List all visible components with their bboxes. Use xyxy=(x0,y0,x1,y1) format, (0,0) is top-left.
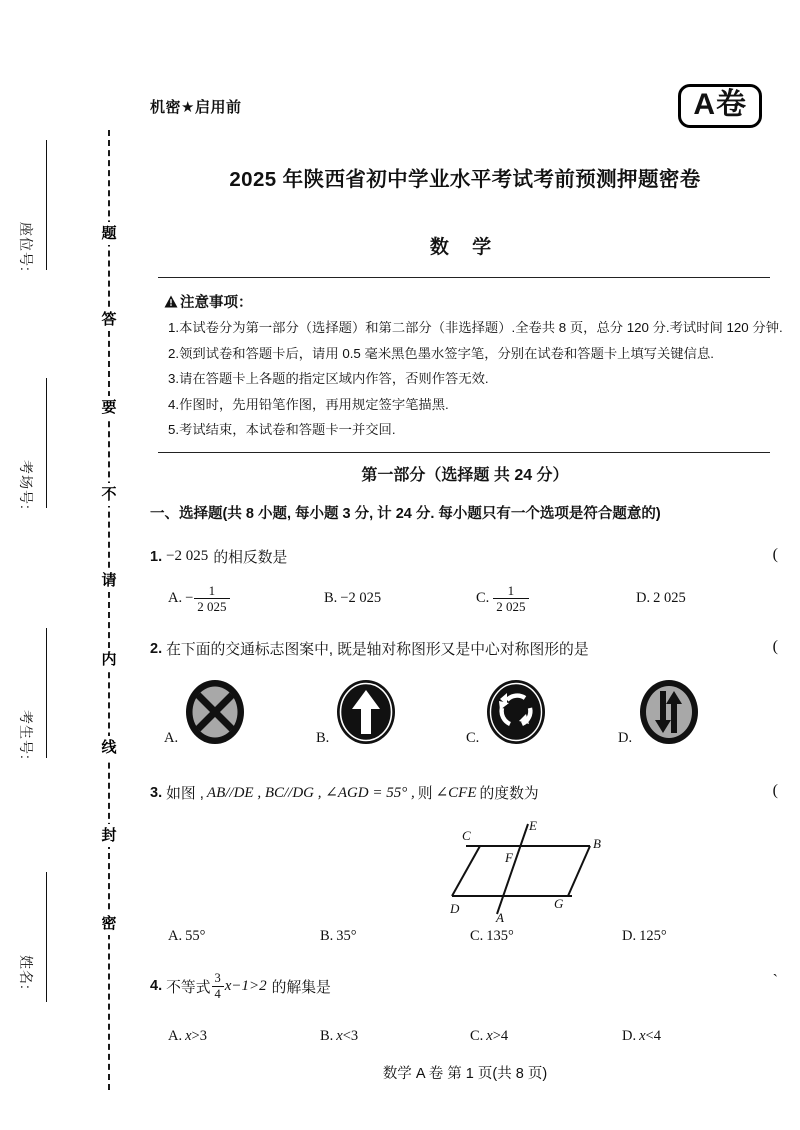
seal-char-2: 要 xyxy=(98,396,120,419)
question-2-number: 2. xyxy=(150,640,163,657)
option-label: B. xyxy=(320,928,334,944)
fraction xyxy=(493,584,528,613)
question-2-option-a[interactable] xyxy=(164,678,316,751)
question-1 xyxy=(150,546,790,567)
question-2-stem xyxy=(150,638,790,659)
seal-char-8: 密 xyxy=(98,912,120,935)
question-4-option-c[interactable] xyxy=(470,1028,622,1045)
question-2-stem-text: 在下面的交通标志图案中, 既是轴对称图形又是中心对称图形的是 xyxy=(166,642,589,658)
question-2-option-c[interactable] xyxy=(466,678,618,751)
seal-char-5: 内 xyxy=(98,648,120,671)
fraction-denominator: 4 xyxy=(212,986,224,1001)
question-2-answer-bracket: ( xyxy=(772,638,778,655)
field-label-name: 姓名: xyxy=(18,955,34,990)
no-entry-cross-sign-icon xyxy=(184,678,246,751)
fraction-numerator: 1 xyxy=(507,583,515,598)
warning-triangle-icon xyxy=(164,295,178,312)
question-3-option-d[interactable] xyxy=(622,928,667,945)
question-3-option-a[interactable] xyxy=(168,928,320,945)
question-1-option-a[interactable] xyxy=(168,584,324,613)
notice-heading xyxy=(164,291,770,312)
question-3-stem-cn-2: 则 xyxy=(417,786,433,802)
field-label-room: 考场号: xyxy=(18,460,34,510)
figure-label-D: D xyxy=(450,901,460,916)
field-label-student: 考生号: xyxy=(18,710,34,760)
question-4 xyxy=(150,972,790,1000)
question-1-option-c[interactable] xyxy=(476,584,636,613)
part-one-title: 第一部分（选择题 共 24 分） xyxy=(361,467,569,484)
option-label: A. xyxy=(164,730,179,746)
question-1-number: 1. xyxy=(150,548,163,565)
option-text: 55° xyxy=(185,928,206,944)
fraction-denominator: 2 025 xyxy=(493,598,528,613)
seal-char-1: 答 xyxy=(98,308,120,331)
seal-char-0: 题 xyxy=(98,222,120,245)
option-text: 2 025 xyxy=(653,590,686,606)
straight-ahead-arrow-sign-icon xyxy=(335,678,397,751)
option-text: 125° xyxy=(639,928,667,944)
option-label: A. xyxy=(168,590,183,606)
seal-char-4: 请 xyxy=(98,569,120,592)
option-label: D. xyxy=(622,1028,637,1044)
paper-content xyxy=(150,0,800,1130)
option-sign: − xyxy=(185,590,194,606)
option-text: 35° xyxy=(336,928,357,944)
question-3-answer-bracket: ( xyxy=(772,782,778,799)
field-line-room xyxy=(46,378,47,508)
field-line-seat xyxy=(46,140,47,270)
field-line-student xyxy=(46,628,47,758)
field-label-seat: 座位号: xyxy=(18,222,34,272)
figure-label-C: C xyxy=(462,828,471,843)
figure-label-B: B xyxy=(593,836,601,851)
option-label: B. xyxy=(320,1028,334,1044)
question-3-stem-math-2: ∠CFE xyxy=(435,785,477,801)
page-footer: 数学 A 卷 第 1 页(共 8 页) xyxy=(382,1066,548,1082)
question-1-answer-bracket: ( xyxy=(772,546,778,563)
notice-item: 2.领到试卷和答题卡后，请用 0.5 毫米黑色墨水签字笔，分别在试卷和答题卡上填写关键信息. xyxy=(168,345,714,361)
question-2-option-b[interactable] xyxy=(316,678,466,751)
question-4-option-a[interactable] xyxy=(168,1028,320,1045)
option-label: B. xyxy=(324,590,338,606)
subject-title: 数 学 xyxy=(429,237,501,258)
fraction xyxy=(194,584,229,613)
option-variable: x xyxy=(639,1028,646,1044)
question-4-stem-cn-2: 的解集是 xyxy=(271,979,331,996)
paper-version-badge: A卷 xyxy=(678,84,762,128)
question-3-stem-math-1: AB//DE , BC//DG , ∠AGD = 55° , xyxy=(206,785,415,801)
figure-label-E: E xyxy=(529,818,537,833)
option-label: C. xyxy=(476,590,490,606)
question-4-stem-math: x−1>2 xyxy=(224,977,267,994)
section-lead-multiple-choice: 一、选择题(共 8 小题, 每小题 3 分, 计 24 分. 每小题只有一个选项是符合题意的) xyxy=(150,506,661,522)
question-3-options xyxy=(168,928,788,945)
question-1-option-b[interactable] xyxy=(324,584,476,613)
question-3-stem-cn-3: 的度数为 xyxy=(479,786,539,802)
seal-char-3: 不 xyxy=(98,483,120,506)
option-text: <4 xyxy=(645,1028,661,1044)
roundabout-sign-icon xyxy=(485,678,547,751)
option-label: D. xyxy=(636,590,651,606)
option-label: C. xyxy=(466,730,480,746)
option-text: >3 xyxy=(191,1028,207,1044)
question-3-stem-cn-1: 如图 , xyxy=(166,786,204,802)
option-label: D. xyxy=(618,730,633,746)
two-way-traffic-sign-icon xyxy=(638,678,700,751)
option-label: D. xyxy=(622,928,637,944)
option-variable: x xyxy=(486,1028,493,1044)
option-variable: x xyxy=(336,1028,343,1044)
question-4-number: 4. xyxy=(150,978,163,994)
fraction xyxy=(212,972,224,1000)
question-1-stem xyxy=(150,546,790,567)
seal-char-6: 线 xyxy=(98,736,120,759)
figure-label-G: G xyxy=(554,896,564,911)
question-1-stem-suffix: 的相反数是 xyxy=(213,550,288,566)
confidential-notice: 机密★启用前 xyxy=(150,99,242,116)
question-1-stem-prefix: −2 025 xyxy=(166,548,209,564)
figure-label-A: A xyxy=(496,910,504,923)
fraction-numerator: 3 xyxy=(214,971,221,985)
seal-char-7: 封 xyxy=(98,824,120,847)
page-title: 2025 年陕西省初中学业水平考试考前预测押题密卷 xyxy=(229,168,701,191)
fraction-numerator: 1 xyxy=(208,583,216,598)
option-label: B. xyxy=(316,730,330,746)
field-line-name xyxy=(46,872,47,1002)
notice-item: 3.请在答题卡上各题的指定区域内作答，否则作答无效. xyxy=(168,371,489,387)
parallelogram-transversal-figure xyxy=(450,818,640,928)
fraction-denominator: 2 025 xyxy=(194,598,229,613)
question-4-option-d[interactable] xyxy=(622,1028,661,1045)
option-text: <3 xyxy=(342,1028,359,1044)
question-1-option-d[interactable] xyxy=(636,584,686,613)
notice-item: 4.作图时，先用铅笔作图，再用规定签字笔描黑. xyxy=(168,396,449,412)
seal-dashed-line xyxy=(108,130,110,1090)
question-3-number: 3. xyxy=(150,784,163,801)
question-1-options xyxy=(168,584,788,613)
option-label: C. xyxy=(470,928,484,944)
question-4-stem xyxy=(150,972,790,1000)
question-4-options xyxy=(168,1028,788,1045)
question-3-option-c[interactable] xyxy=(470,928,622,945)
option-label: C. xyxy=(470,1028,484,1044)
option-text: >4 xyxy=(492,1028,509,1044)
notice-item: 5.考试结束，本试卷和答题卡一并交回. xyxy=(168,422,396,438)
question-2 xyxy=(150,638,790,659)
question-3-stem xyxy=(150,782,790,803)
question-4-answer-bracket: ˋ xyxy=(772,972,778,989)
option-label: A. xyxy=(168,928,183,944)
option-variable: x xyxy=(185,1028,192,1044)
notice-heading-text: 注意事项： xyxy=(180,295,253,311)
option-text: −2 025 xyxy=(340,590,382,606)
option-label: A. xyxy=(168,1028,183,1044)
option-text: 135° xyxy=(486,928,514,944)
question-2-sign-options xyxy=(164,678,794,751)
question-4-option-b[interactable] xyxy=(320,1028,470,1045)
question-2-option-d[interactable] xyxy=(618,678,700,751)
question-3-option-b[interactable] xyxy=(320,928,470,945)
figure-label-F: F xyxy=(505,850,513,865)
paper-topbar xyxy=(150,88,780,134)
question-4-stem-cn-1: 不等式 xyxy=(166,979,211,996)
notice-box xyxy=(158,277,783,453)
question-3 xyxy=(150,782,790,803)
seal-line-strip xyxy=(0,0,150,1130)
notice-item: 1.本试卷分为第一部分（选择题）和第二部分（非选择题）.全卷共 8 页，总分 120 分.考试时间 120 分钟. xyxy=(168,320,783,335)
